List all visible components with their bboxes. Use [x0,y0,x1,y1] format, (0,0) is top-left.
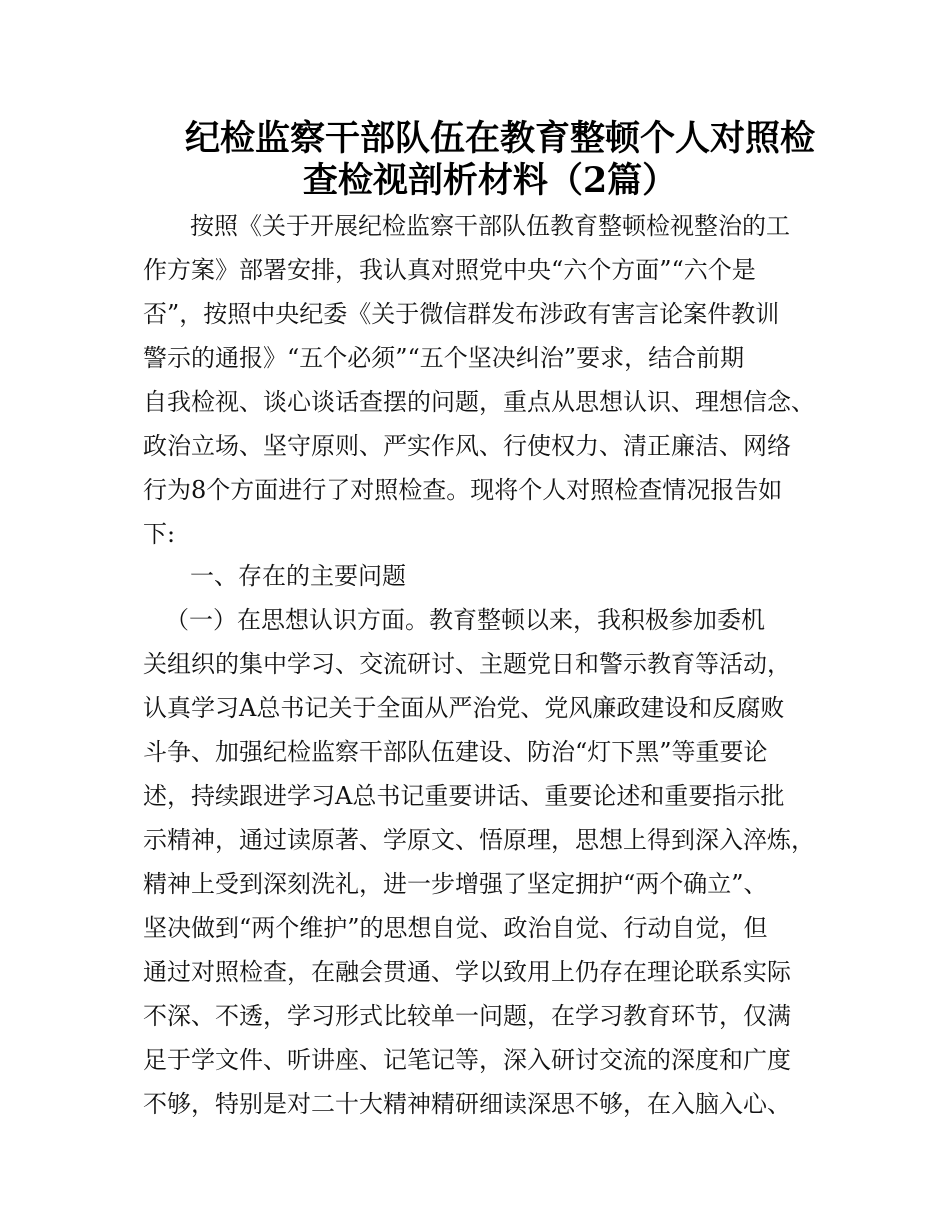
body-line: （一）在思想认识方面。教育整顿以来，我积极参加委机 [165,606,765,634]
body-line: 不深、不透，学习形式比较单一问题，在学习教育环节，仅满 [143,1002,791,1030]
body-line: 按照《关于开展纪检监察干部队伍教育整顿检视整治的工 [190,212,790,240]
title-line-2: 查检视剖析材料（2篇） [302,160,678,201]
body-line: 作方案》部署安排，我认真对照党中央“六个方面”“六个是 [143,256,756,284]
body-line: 警示的通报》“五个必须”“五个坚决纠治”要求，结合前期 [143,344,745,372]
body-line: 精神上受到深刻洗礼，进一步增强了坚定拥护“两个确立”、 [143,870,768,898]
body-line: 示精神，通过读原著、学原文、悟原理，思想上得到深入淬炼， [143,826,815,854]
title-line-1: 纪检监察干部队伍在教育整顿个人对照检 [184,118,815,159]
body-line: 认真学习A总书记关于全面从严治党、党风廉政建设和反腐败 [143,694,785,722]
body-line: 斗争、加强纪检监察干部队伍建设、防治“灯下黑”等重要论 [143,738,768,766]
body-line: 行为8个方面进行了对照检查。现将个人对照检查情况报告如 [143,476,783,504]
body-line: 否”，按照中央纪委《关于微信群发布涉政有害言论案件教训 [143,300,780,328]
body-line: 述，持续跟进学习A总书记重要讲话、重要论述和重要指示批 [143,782,785,810]
body-line: 关组织的集中学习、交流研讨、主题党日和警示教育等活动， [143,650,791,678]
body-line: 足于学文件、听讲座、记笔记等，深入研讨交流的深度和广度 [143,1046,791,1074]
section-heading: 一、存在的主要问题 [190,562,406,590]
body-line: 不够，特别是对二十大精神精研细读深思不够，在入脑入心、 [143,1090,791,1118]
body-line: 下: [143,520,176,548]
body-line: 通过对照检查，在融会贯通、学以致用上仍存在理论联系实际 [143,958,791,986]
body-line: 政治立场、坚守原则、严实作风、行使权力、清正廉洁、网络 [143,432,791,460]
body-line: 自我检视、谈心谈话查摆的问题，重点从思想认识、理想信念、 [143,388,815,416]
body-line: 坚决做到“两个维护”的思想自觉、政治自觉、行动自觉，但 [143,914,768,942]
